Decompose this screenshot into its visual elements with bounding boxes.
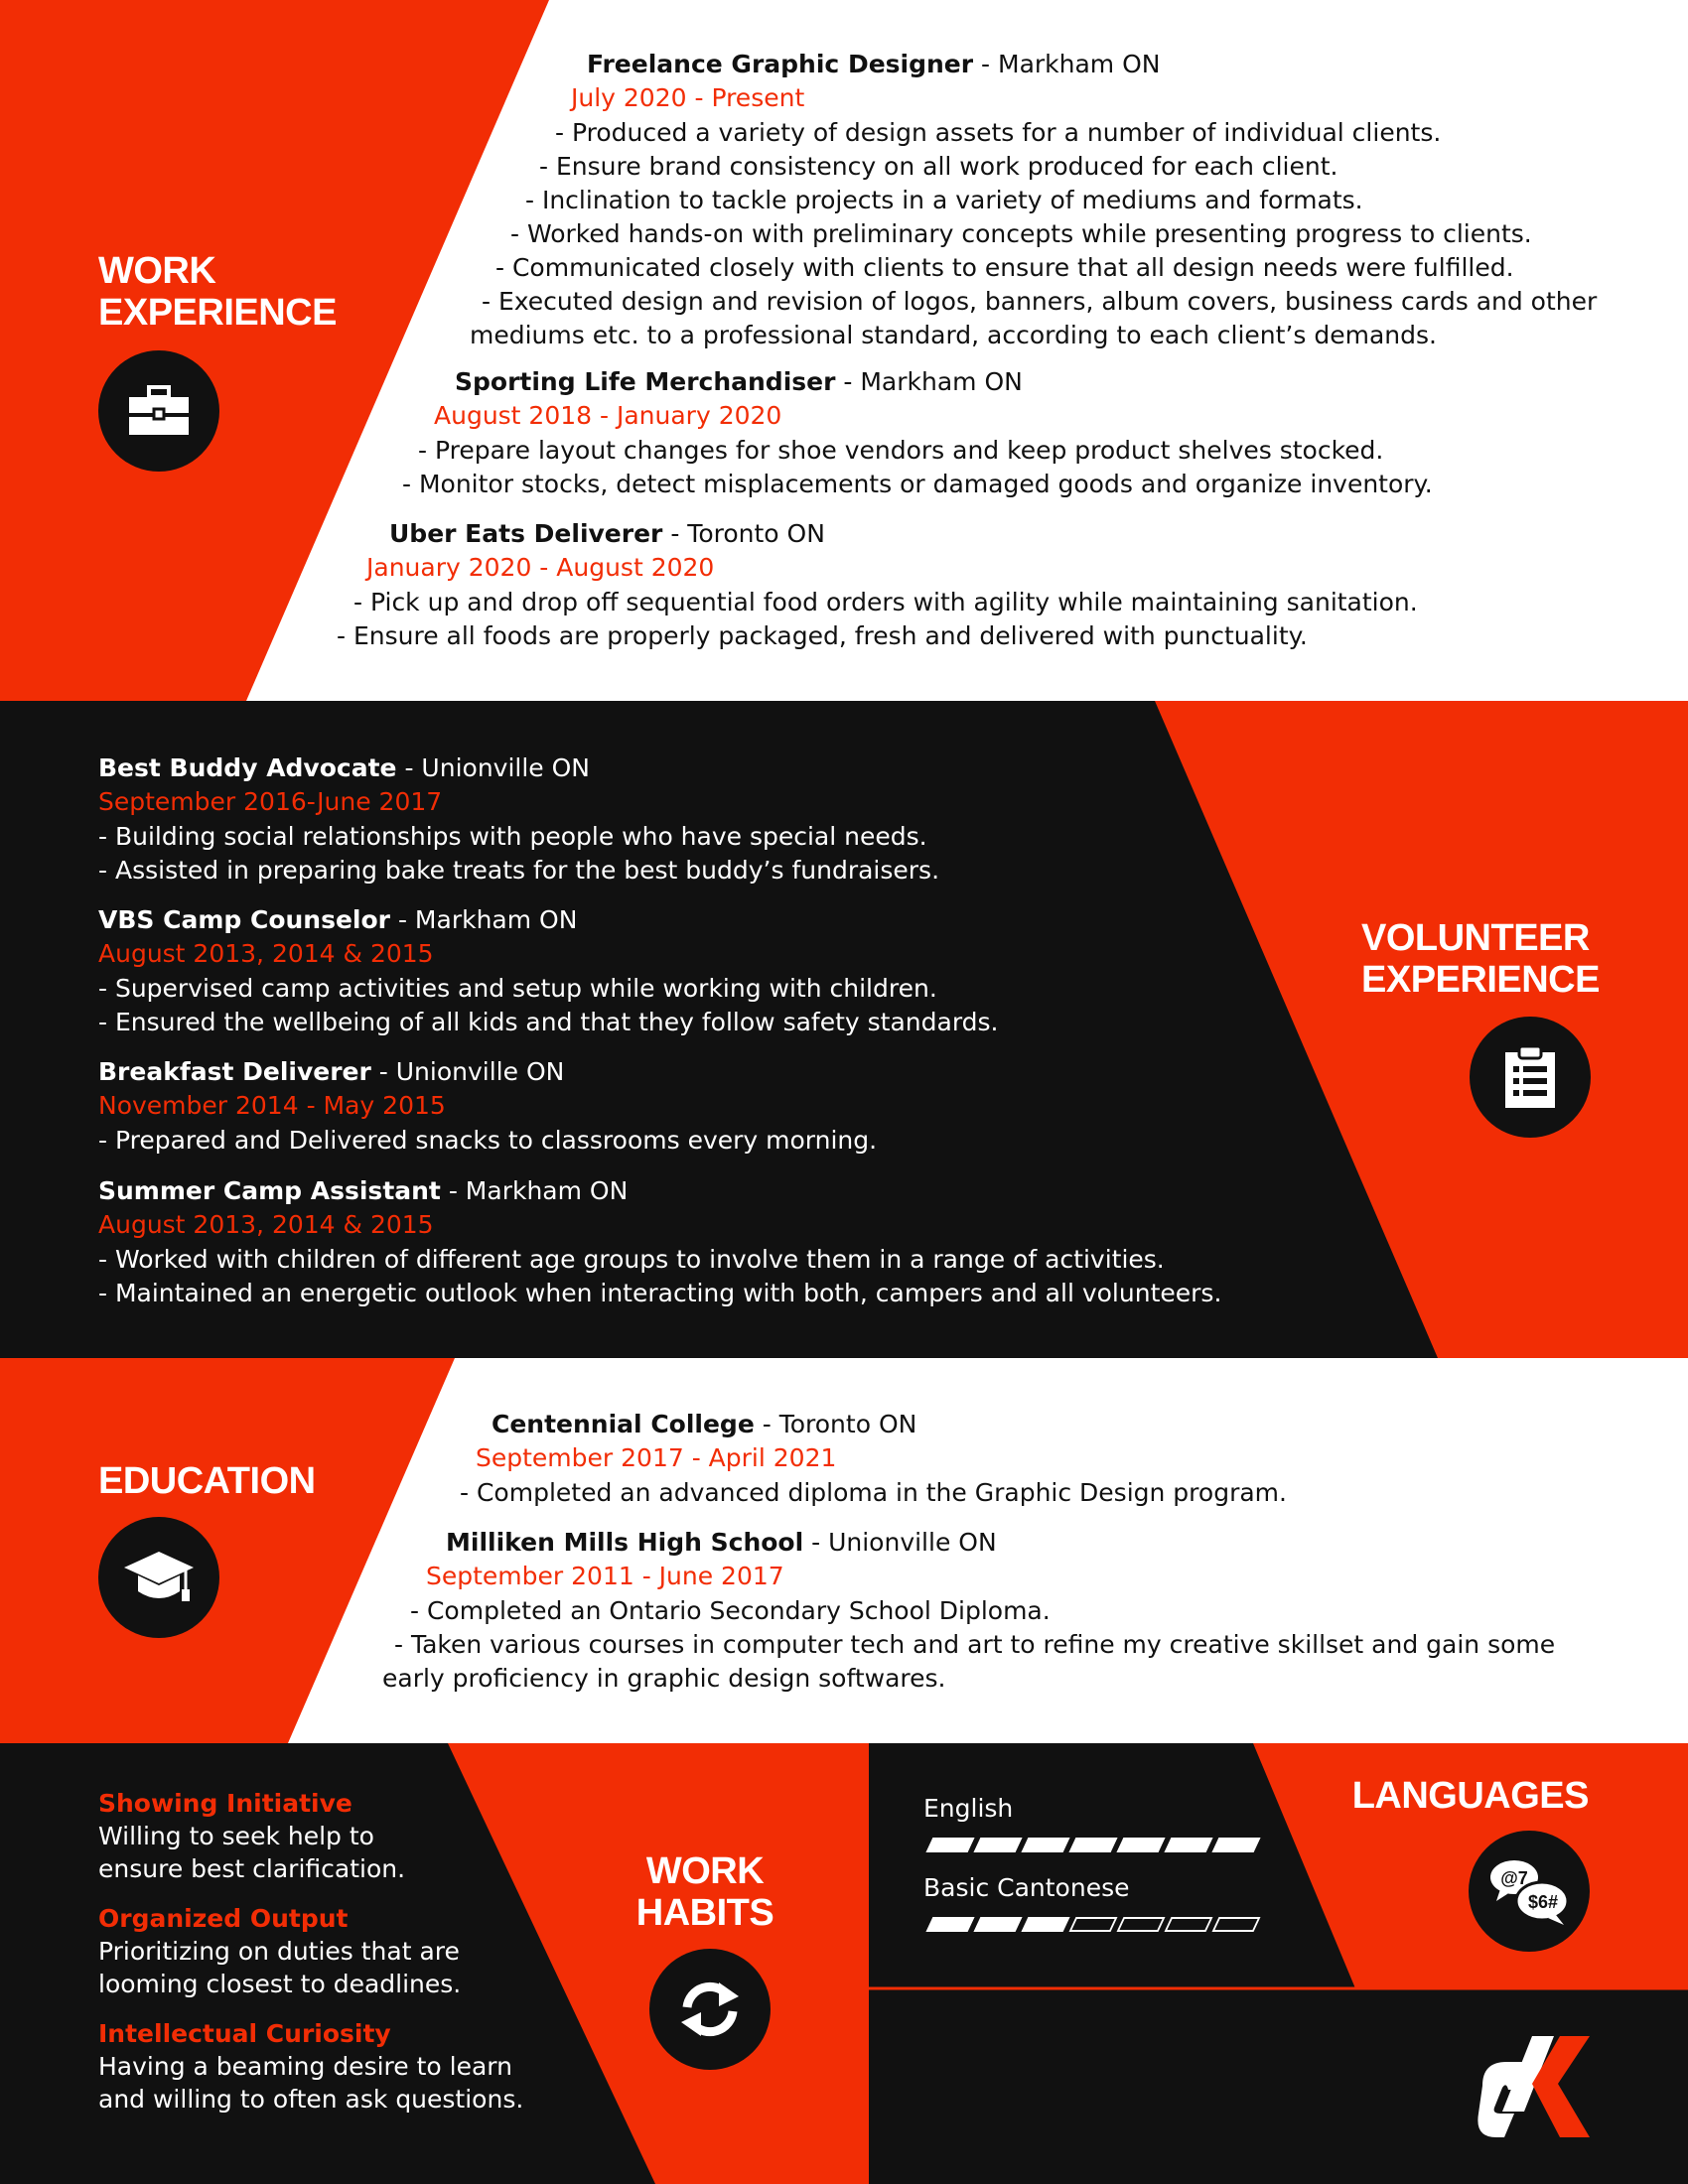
school-bullet: - Completed an Ontario Secondary School Diploma. bbox=[410, 1596, 1051, 1625]
job-bullet: - Ensure brand consistency on all work produced for each client. bbox=[539, 152, 1338, 181]
volunteer-experience-title: VOLUNTEER EXPERIENCE bbox=[1361, 917, 1600, 1001]
job-bullet: - Executed design and revision of logos, banners, album covers, business cards and other bbox=[482, 287, 1598, 316]
refresh-icon bbox=[649, 1949, 771, 2070]
volunteer-dates: September 2016-June 2017 bbox=[98, 787, 443, 816]
language-name-english: English bbox=[923, 1794, 1014, 1823]
level-segment bbox=[1022, 1917, 1070, 1932]
level-segment bbox=[1117, 1917, 1166, 1932]
icon-glyphs-top: @7 bbox=[1500, 1868, 1528, 1888]
job-bullet: - Pick up and drop off sequential food orders with agility while maintaining sanitation. bbox=[353, 588, 1418, 616]
habit-item: Organized Output Prioritizing on duties that are looming closest to deadlines. bbox=[98, 1904, 462, 1998]
level-segment bbox=[1117, 1838, 1166, 1852]
language-level-cantonese bbox=[929, 1917, 1257, 1932]
work-habits-title: WORK HABITS bbox=[635, 1850, 774, 1934]
education-title: EDUCATION bbox=[98, 1460, 316, 1502]
level-segment bbox=[1212, 1838, 1261, 1852]
speech-bubbles-icon bbox=[1469, 1831, 1590, 1952]
job-location: - Markham ON bbox=[835, 367, 1023, 396]
job-bullet: - Prepare layout changes for shoe vendors and keep product shelves stocked. bbox=[418, 436, 1384, 465]
job-bullet: - Inclination to tackle projects in a variety of mediums and formats. bbox=[525, 186, 1363, 214]
school-bullet: early proficiency in graphic design softwares. bbox=[382, 1664, 946, 1693]
school-name: Centennial College bbox=[492, 1410, 755, 1438]
work-habits-list bbox=[98, 1787, 523, 2132]
volunteer-dates: August 2013, 2014 & 2015 bbox=[98, 1210, 434, 1239]
school-dates: September 2011 - June 2017 bbox=[426, 1562, 784, 1590]
languages-title: LANGUAGES bbox=[1351, 1775, 1589, 1817]
job-bullet: mediums etc. to a professional standard, according to each client’s demands. bbox=[470, 321, 1437, 349]
volunteer-bullet: - Supervised camp activities and setup while working with children. bbox=[98, 974, 937, 1003]
work-entry-sporting-life bbox=[0, 365, 1433, 501]
level-segment bbox=[1069, 1917, 1118, 1932]
volunteer-dates: November 2014 - May 2015 bbox=[98, 1091, 446, 1120]
volunteer-bullet: - Ensured the wellbeing of all kids and that they follow safety standards. bbox=[98, 1008, 999, 1036]
job-bullet: - Worked hands-on with preliminary concepts while presenting progress to clients. bbox=[510, 219, 1532, 248]
volunteer-dates: August 2013, 2014 & 2015 bbox=[98, 939, 434, 968]
volunteer-bullet: - Maintained an energetic outlook when interacting with both, campers and all volunteers. bbox=[98, 1279, 1222, 1307]
habit-item: Intellectual Curiosity Having a beaming desire to learn and willing to often ask questions. bbox=[98, 2019, 524, 2114]
level-segment bbox=[1165, 1838, 1213, 1852]
volunteer-entry-best-buddy bbox=[98, 751, 939, 887]
level-segment bbox=[926, 1838, 975, 1852]
school-location: - Toronto ON bbox=[754, 1410, 917, 1438]
level-segment bbox=[974, 1838, 1023, 1852]
volunteer-bullet: - Prepared and Delivered snacks to classrooms every morning. bbox=[98, 1126, 878, 1155]
volunteer-bullet: - Assisted in preparing bake treats for the best buddy’s fundraisers. bbox=[98, 856, 940, 885]
clipboard-icon bbox=[1470, 1017, 1591, 1138]
job-bullet: - Monitor stocks, detect misplacements or damaged goods and organize inventory. bbox=[402, 470, 1433, 498]
volunteer-bullet: - Worked with children of different age groups to involve them in a range of activities. bbox=[98, 1245, 1165, 1274]
job-bullet: - Produced a variety of design assets for a number of individual clients. bbox=[555, 118, 1442, 147]
job-role: Freelance Graphic Designer bbox=[587, 50, 974, 78]
volunteer-location: - Markham ON bbox=[390, 905, 578, 934]
school-bullet: - Taken various courses in computer tech and art to refine my creative skillset and gain some bbox=[394, 1630, 1556, 1659]
language-name-cantonese: Basic Cantonese bbox=[923, 1873, 1130, 1902]
language-level-english bbox=[929, 1838, 1257, 1852]
job-role: Sporting Life Merchandiser bbox=[455, 367, 836, 396]
job-dates: July 2020 - Present bbox=[571, 83, 805, 112]
volunteer-role: Best Buddy Advocate bbox=[98, 753, 397, 782]
volunteer-entry-summer-camp bbox=[98, 1174, 1221, 1310]
job-bullet: - Ensure all foods are properly packaged, fresh and delivered with punctuality. bbox=[337, 621, 1308, 650]
job-location: - Markham ON bbox=[973, 50, 1161, 78]
job-location: - Toronto ON bbox=[662, 519, 825, 548]
volunteer-location: - Unionville ON bbox=[370, 1057, 565, 1086]
school-bullet: - Completed an advanced diploma in the Graphic Design program. bbox=[460, 1478, 1287, 1507]
volunteer-role: Summer Camp Assistant bbox=[98, 1176, 441, 1205]
work-experience-title: WORK EXPERIENCE bbox=[98, 250, 337, 334]
level-segment bbox=[1069, 1838, 1118, 1852]
volunteer-entry-breakfast bbox=[98, 1055, 877, 1158]
volunteer-role: VBS Camp Counselor bbox=[98, 905, 391, 934]
school-dates: September 2017 - April 2021 bbox=[476, 1443, 837, 1472]
job-role: Uber Eats Deliverer bbox=[389, 519, 663, 548]
education-entry-centennial bbox=[0, 1408, 1287, 1510]
dk-logo-icon bbox=[1475, 2032, 1592, 2143]
volunteer-location: - Unionville ON bbox=[396, 753, 590, 782]
level-segment bbox=[1165, 1917, 1213, 1932]
level-segment bbox=[926, 1917, 975, 1932]
level-segment bbox=[1212, 1917, 1261, 1932]
work-entry-freelance bbox=[0, 48, 1597, 352]
level-segment bbox=[974, 1917, 1023, 1932]
job-dates: August 2018 - January 2020 bbox=[434, 401, 782, 430]
school-location: - Unionville ON bbox=[803, 1528, 997, 1557]
volunteer-role: Breakfast Deliverer bbox=[98, 1057, 371, 1086]
level-segment bbox=[1022, 1838, 1070, 1852]
volunteer-location: - Markham ON bbox=[440, 1176, 629, 1205]
job-bullet: - Communicated closely with clients to ensure that all design needs were fulfilled. bbox=[495, 253, 1514, 282]
icon-glyphs-bottom: $6# bbox=[1527, 1892, 1559, 1912]
volunteer-bullet: - Building social relationships with people who have special needs. bbox=[98, 822, 927, 851]
habit-item: Showing Initiative Willing to seek help to ensure best clarification. bbox=[98, 1789, 406, 1883]
education-entry-milliken bbox=[0, 1526, 1555, 1696]
job-dates: January 2020 - August 2020 bbox=[366, 553, 715, 582]
school-name: Milliken Mills High School bbox=[446, 1528, 804, 1557]
volunteer-entry-vbs bbox=[98, 903, 999, 1039]
work-entry-uber-eats bbox=[0, 517, 1418, 653]
